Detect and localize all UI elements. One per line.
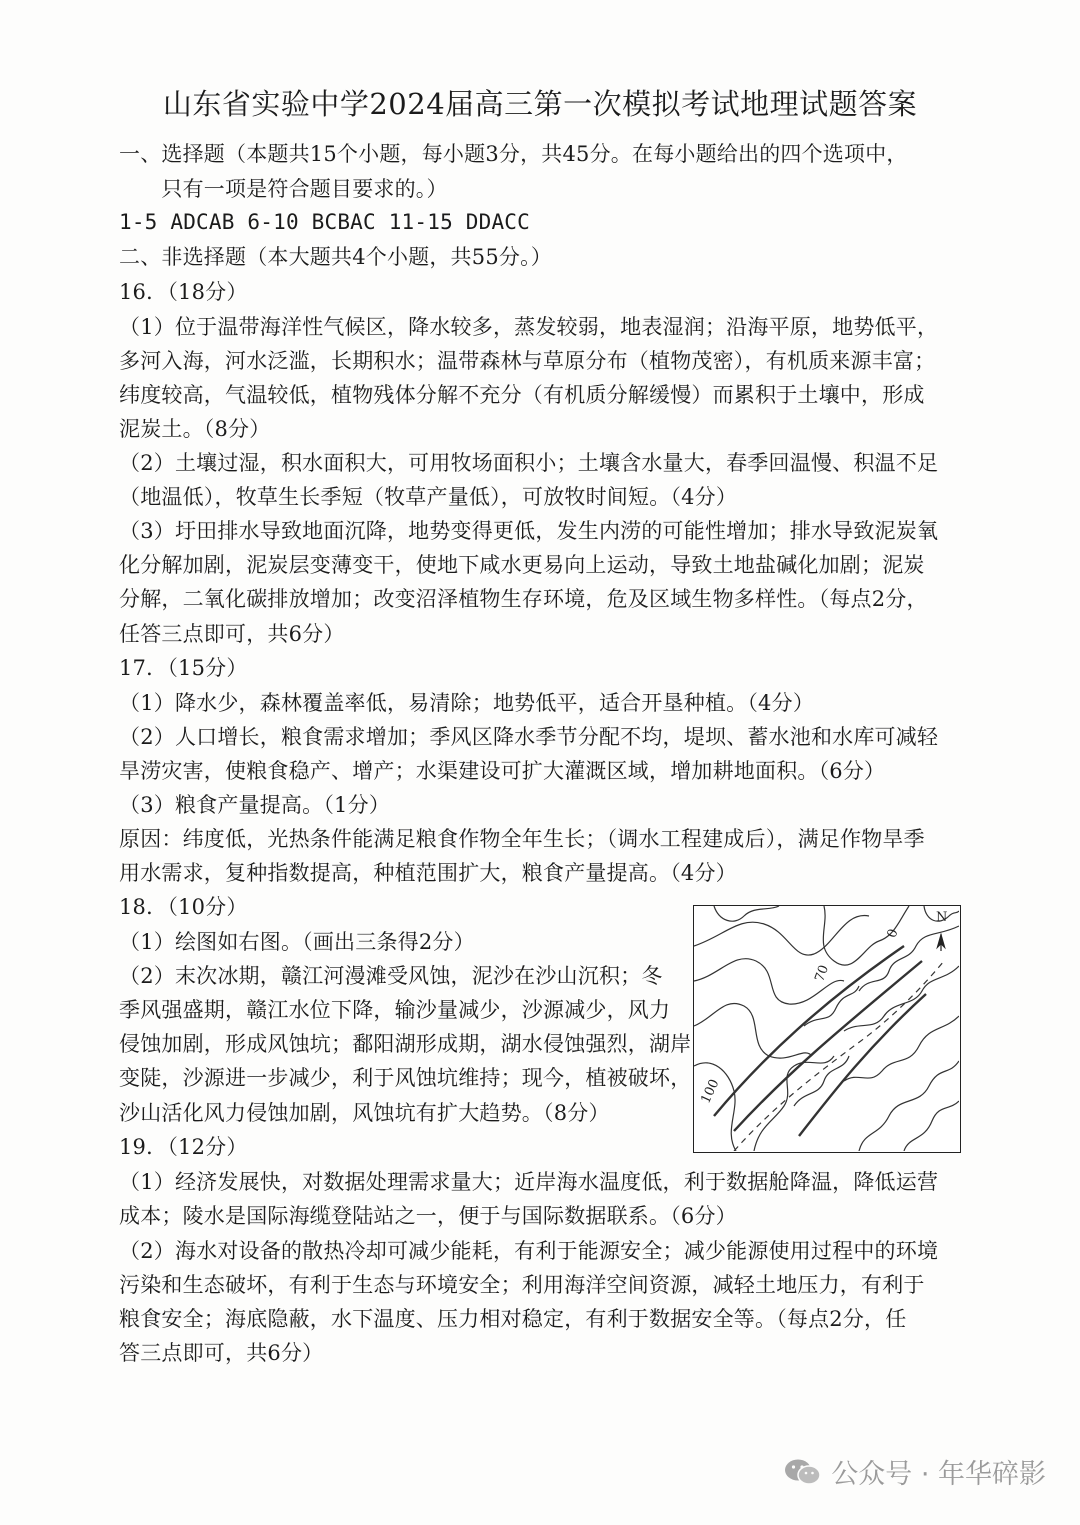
text-line: 季风强盛期，赣江水位下降，输沙量减少，沙源减少，风力 [119,998,671,1022]
text-line: 旱涝灾害，使粮食稳产、增产；水渠建设可扩大灌溉区域，增加耕地面积。（6分） [119,759,886,783]
question-number: 16．（18分） [119,280,248,304]
text-line: （2）海水对设备的散热冷却可减少能耗，有利于能源安全；减少能源使用过程中的环境 [119,1239,939,1263]
text-line: 任答三点即可，共6分） [119,622,345,646]
text-line: 化分解加剧，泥炭层变薄变干，使地下咸水更易向上运动，导致土地盐碱化加剧；泥炭 [119,553,925,577]
watermark [783,1452,1046,1491]
question-number: 17．（15分） [119,656,248,680]
contour-label: 100 [698,1077,723,1106]
text-line: （1）绘图如右图。（画出三条得2分） [119,930,475,954]
text-line: （地温低），牧草生长季短（牧草产量低），可放牧时间短。（4分） [119,485,738,509]
text-line: 变陡，沙源进一步减少，利于风蚀坑维持；现今，植被破坏， [119,1066,692,1090]
text-line: （3）圩田排水导致地面沉降，地势变得更低，发生内涝的可能性增加；排水导致泥炭氧 [119,519,939,543]
contour-label: 0 [884,927,902,940]
text-line: 纬度较高，气温较低，植物残体分解不充分（有机质分解缓慢）而累积于土壤中，形成 [119,383,925,407]
text-line: 粮食安全；海底隐蔽，水下温度、压力相对稳定，有利于数据安全等。（每点2分，任 [119,1307,907,1331]
text-line: （1）经济发展快，对数据处理需求量大；近岸海水温度低，利于数据舱降温，降低运营 [119,1170,939,1194]
contour-map-figure [693,905,961,1153]
text-line: （3）粮食产量提高。（1分） [119,793,391,817]
text-line: （2）末次冰期，赣江河漫滩受风蚀，泥沙在沙山沉积；冬 [119,964,663,988]
text-line: 侵蚀加剧，形成风蚀坑；鄱阳湖形成期，湖水侵蚀强烈，湖岸 [119,1032,692,1056]
text-line: （2）土壤过湿，积水面积大，可用牧场面积小；土壤含水量大，春季回温慢、积温不足 [119,451,939,475]
watermark-text: 公众号 · 年华碎影 [831,1459,1046,1490]
north-label: N [936,910,948,925]
wechat-icon [783,1457,823,1487]
text-line: 成本；陵水是国际海缆登陆站之一，便于与国际数据联系。（6分） [119,1204,737,1228]
text-line: 用水需求，复种指数提高，种植范围扩大，粮食产量提高。（4分） [119,861,737,885]
text-line: 沙山活化风力侵蚀加剧，风蚀坑有扩大趋势。（8分） [119,1101,610,1125]
text-line: 泥炭土。（8分） [119,417,271,441]
answer-key-line: 1-5 ADCAB 6-10 BCBAC 11-15 DDACC [119,210,530,234]
section-heading: 一、选择题（本题共15个小题，每小题3分，共45分。在每小题给出的四个选项中， [119,142,908,166]
text-line: 分解，二氧化碳排放增加；改变沼泽植物生存环境，危及区域生物多样性。（每点2分， [119,587,928,611]
text-line: （1）位于温带海洋性气候区，降水较多，蒸发较弱，地表湿润；沿海平原，地势低平， [119,315,939,339]
text-line: 多河入海，河水泛滥，长期积水；温带森林与草原分布（植物茂密），有机质来源丰富； [119,349,936,373]
text-line: （1）降水少，森林覆盖率低，易清除；地势低平，适合开垦种植。（4分） [119,691,815,715]
text-line: 原因：纬度低，光热条件能满足粮食作物全年生长；（调水工程建成后），满足作物旱季 [119,827,925,851]
text-line: 只有一项是符合题目要求的。） [119,177,448,201]
page-title: 山东省实验中学2024届高三第一次模拟考试地理试题答案 [162,87,918,121]
text-line: 答三点即可，共6分） [119,1341,324,1365]
text-line: （2）人口增长，粮食需求增加；季风区降水季节分配不均，堤坝、蓄水池和水库可减轻 [119,725,939,749]
section-heading: 二、非选择题（本大题共4个小题，共55分。） [119,245,552,269]
question-number: 19．（12分） [119,1135,248,1159]
contour-label: 70 [812,963,833,984]
text-line: 污染和生态破坏，有利于生态与环境安全；利用海洋空间资源，减轻土地压力，有利于 [119,1273,925,1297]
question-number: 18．（10分） [119,895,248,919]
